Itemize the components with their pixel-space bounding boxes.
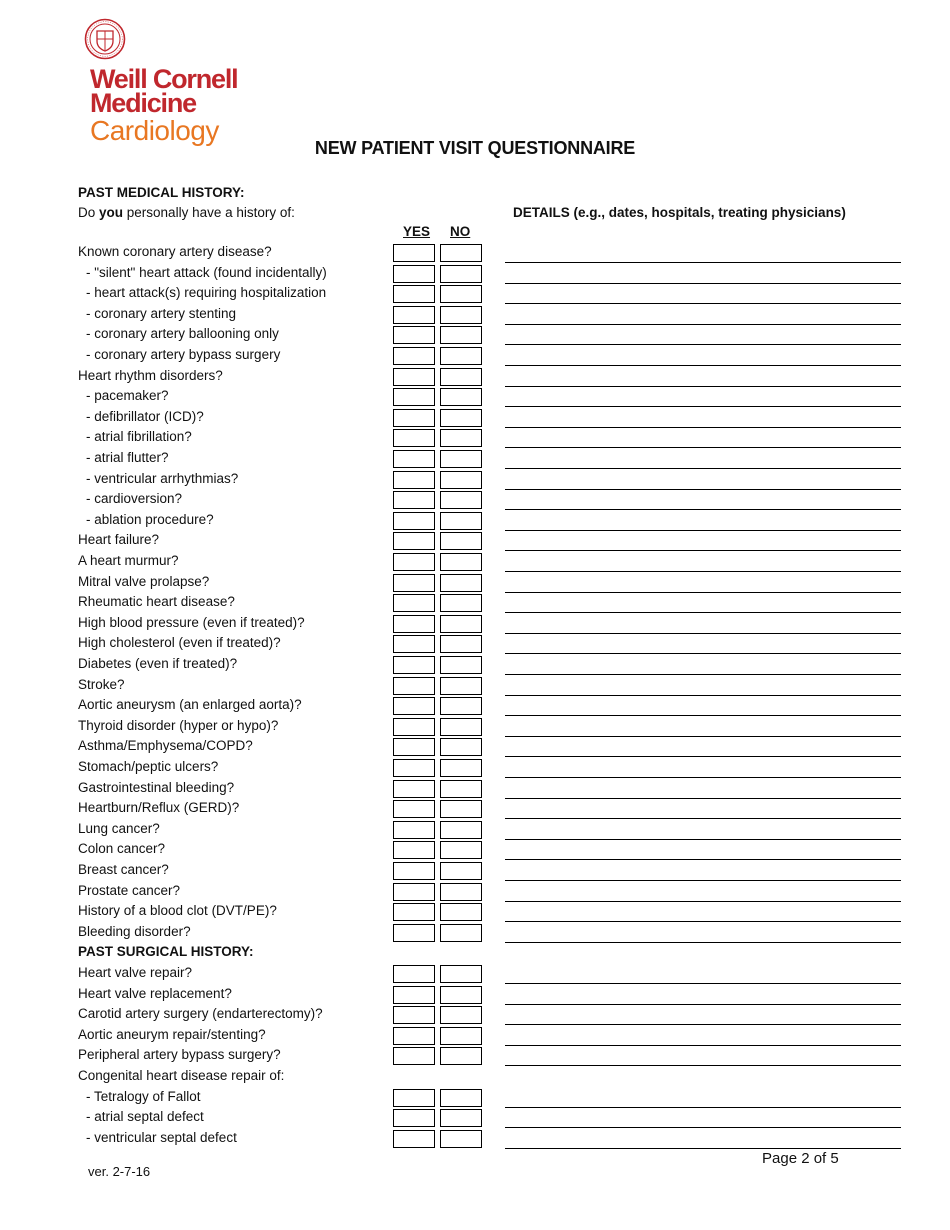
no-checkbox[interactable]: [440, 429, 482, 447]
details-input-line[interactable]: [505, 839, 901, 840]
details-input-line[interactable]: [505, 262, 901, 263]
question-label: Bleeding disorder?: [78, 923, 191, 939]
no-checkbox[interactable]: [440, 512, 482, 530]
no-checkbox[interactable]: [440, 306, 482, 324]
question-label: Rheumatic heart disease?: [78, 594, 235, 610]
yes-checkbox[interactable]: [393, 594, 435, 612]
question-label: - atrial flutter?: [86, 450, 169, 465]
yes-checkbox[interactable]: [393, 368, 435, 386]
no-checkbox[interactable]: [440, 841, 482, 859]
yes-checkbox[interactable]: [393, 718, 435, 736]
yes-checkbox[interactable]: [393, 821, 435, 839]
yes-checkbox[interactable]: [393, 780, 435, 798]
details-input-line[interactable]: [505, 901, 901, 902]
no-checkbox[interactable]: [440, 1006, 482, 1024]
yes-checkbox[interactable]: [393, 409, 435, 427]
no-checkbox[interactable]: [440, 491, 482, 509]
details-input-line[interactable]: [505, 447, 901, 448]
no-checkbox[interactable]: [440, 615, 482, 633]
no-checkbox[interactable]: [440, 1089, 482, 1107]
details-input-line[interactable]: [505, 818, 901, 819]
details-input-line[interactable]: [505, 406, 901, 407]
details-input-line[interactable]: [505, 386, 901, 387]
intro-emphasis: you: [99, 205, 124, 220]
yes-checkbox[interactable]: [393, 450, 435, 468]
logo-department: Cardiology: [90, 115, 219, 146]
question-label: - "silent" heart attack (found incidentally): [86, 264, 327, 280]
question-label: Colon cancer?: [78, 841, 166, 857]
question-label: - atrial septal defect: [86, 1109, 204, 1125]
yes-checkbox[interactable]: [393, 1130, 435, 1148]
yes-checkbox[interactable]: [393, 697, 435, 715]
no-checkbox[interactable]: [440, 244, 482, 262]
no-checkbox[interactable]: [440, 924, 482, 942]
details-input-line[interactable]: [505, 612, 901, 613]
yes-checkbox[interactable]: [393, 491, 435, 509]
no-checkbox[interactable]: [440, 347, 482, 365]
details-input-line[interactable]: [505, 633, 901, 634]
question-label: - coronary artery stenting: [86, 305, 237, 321]
question-label: - coronary artery bypass surgery: [86, 347, 281, 362]
no-checkbox[interactable]: [440, 1027, 482, 1045]
no-checkbox[interactable]: [440, 409, 482, 427]
page-title: NEW PATIENT VISIT QUESTIONNAIRE: [314, 138, 636, 158]
section-heading-surgical: PAST SURGICAL HISTORY:: [78, 944, 254, 960]
yes-checkbox[interactable]: [393, 326, 435, 344]
no-checkbox[interactable]: [440, 594, 482, 612]
question-label: Aortic aneurysm (an enlarged aorta)?: [78, 697, 302, 713]
yes-checkbox[interactable]: [393, 615, 435, 633]
no-checkbox[interactable]: [440, 265, 482, 283]
question-label: High blood pressure (even if treated)?: [78, 614, 305, 630]
yes-checkbox[interactable]: [393, 285, 435, 303]
logo-line-1: Weill Cornell: [90, 64, 238, 94]
yes-checkbox[interactable]: [393, 738, 435, 756]
no-checkbox[interactable]: [440, 656, 482, 674]
details-input-line[interactable]: [505, 427, 901, 428]
details-input-line[interactable]: [505, 550, 901, 551]
yes-checkbox[interactable]: [393, 265, 435, 283]
question-label: Mitral valve prolapse?: [78, 573, 210, 589]
yes-checkbox[interactable]: [393, 1109, 435, 1127]
yes-checkbox[interactable]: [393, 986, 435, 1004]
details-input-line[interactable]: [505, 592, 901, 593]
details-input-line[interactable]: [505, 798, 901, 799]
details-input-line[interactable]: [505, 777, 901, 778]
details-input-line[interactable]: [505, 1148, 901, 1149]
details-input-line[interactable]: [505, 736, 901, 737]
details-input-line[interactable]: [505, 509, 901, 510]
version-label: ver. 2-7-16: [88, 1164, 151, 1179]
yes-checkbox[interactable]: [393, 574, 435, 592]
intro-question: [78, 204, 295, 221]
no-checkbox[interactable]: [440, 738, 482, 756]
yes-checkbox[interactable]: [393, 656, 435, 674]
question-label: Congenital heart disease repair of:: [78, 1068, 285, 1083]
question-label: Aortic aneurym repair/stenting?: [78, 1026, 266, 1042]
question-label: Thyroid disorder (hyper or hypo)?: [78, 717, 279, 733]
details-input-line[interactable]: [505, 1024, 901, 1025]
question-label: - heart attack(s) requiring hospitalization: [86, 285, 327, 301]
details-input-line[interactable]: [505, 674, 901, 675]
yes-checkbox[interactable]: [393, 388, 435, 406]
question-label: - atrial fibrillation?: [86, 429, 192, 445]
section-heading-medical: PAST MEDICAL HISTORY:: [78, 185, 245, 200]
no-checkbox[interactable]: [440, 759, 482, 777]
no-checkbox[interactable]: [440, 388, 482, 406]
details-input-line[interactable]: [505, 571, 901, 572]
question-label: Peripheral artery bypass surgery?: [78, 1047, 281, 1063]
details-input-line[interactable]: [505, 1107, 901, 1108]
details-input-line[interactable]: [505, 756, 901, 757]
details-input-line[interactable]: [505, 344, 901, 345]
question-label: - pacemaker?: [86, 388, 169, 404]
yes-checkbox[interactable]: [393, 800, 435, 818]
no-checkbox[interactable]: [440, 1047, 482, 1065]
no-checkbox[interactable]: [440, 883, 482, 901]
details-input-line[interactable]: [505, 1045, 901, 1046]
yes-checkbox[interactable]: [393, 1006, 435, 1024]
details-input-line[interactable]: [505, 530, 901, 531]
question-label: Heart failure?: [78, 532, 160, 548]
question-label: A heart murmur?: [78, 553, 179, 568]
details-input-line[interactable]: [505, 283, 901, 284]
no-checkbox[interactable]: [440, 553, 482, 571]
question-label: Stroke?: [78, 676, 125, 692]
question-label: Carotid artery surgery (endarterectomy)?: [78, 1006, 323, 1022]
page-number: Page 2 of 5: [762, 1150, 839, 1167]
no-checkbox[interactable]: [440, 965, 482, 983]
yes-checkbox[interactable]: [393, 841, 435, 859]
yes-checkbox[interactable]: [393, 347, 435, 365]
no-checkbox[interactable]: [440, 574, 482, 592]
question-label: Lung cancer?: [78, 820, 160, 836]
question-label: Heart rhythm disorders?: [78, 367, 223, 383]
question-label: High cholesterol (even if treated)?: [78, 635, 281, 651]
details-input-line[interactable]: [505, 880, 901, 881]
no-checkbox[interactable]: [440, 780, 482, 798]
question-label: Prostate cancer?: [78, 882, 181, 898]
no-checkbox[interactable]: [440, 450, 482, 468]
yes-checkbox[interactable]: [393, 883, 435, 901]
yes-checkbox[interactable]: [393, 553, 435, 571]
no-checkbox[interactable]: [440, 368, 482, 386]
question-label: - ablation procedure?: [86, 511, 214, 527]
details-column-header: DETAILS (e.g., dates, hospitals, treating physicians): [513, 205, 846, 220]
details-input-line[interactable]: [505, 695, 901, 696]
no-checkbox[interactable]: [440, 1130, 482, 1148]
no-checkbox[interactable]: [440, 326, 482, 344]
yes-checkbox[interactable]: [393, 512, 435, 530]
details-input-line[interactable]: [505, 859, 901, 860]
intro-pre: Do: [78, 205, 100, 220]
question-label: - ventricular septal defect: [86, 1129, 237, 1145]
details-input-line[interactable]: [505, 653, 901, 654]
details-input-line[interactable]: [505, 1065, 901, 1066]
details-input-line[interactable]: [505, 715, 901, 716]
question-label: - ventricular arrhythmias?: [86, 470, 239, 486]
question-label: Asthma/Emphysema/COPD?: [78, 738, 253, 754]
question-label: Stomach/peptic ulcers?: [78, 759, 219, 774]
details-input-line[interactable]: [505, 324, 901, 325]
question-label: - coronary artery ballooning only: [86, 326, 279, 342]
details-input-line[interactable]: [505, 983, 901, 984]
no-checkbox[interactable]: [440, 986, 482, 1004]
question-label: Heartburn/Reflux (GERD)?: [78, 800, 240, 816]
yes-checkbox[interactable]: [393, 965, 435, 983]
no-checkbox[interactable]: [440, 635, 482, 653]
no-checkbox[interactable]: [440, 1109, 482, 1127]
weill-cornell-logo: [82, 18, 244, 150]
no-checkbox[interactable]: [440, 471, 482, 489]
question-label: - Tetralogy of Fallot: [86, 1088, 201, 1104]
yes-checkbox[interactable]: [393, 1089, 435, 1107]
yes-checkbox[interactable]: [393, 471, 435, 489]
details-input-line[interactable]: [505, 365, 901, 366]
question-label: Gastrointestinal bleeding?: [78, 779, 235, 795]
cornell-seal-icon: [84, 18, 126, 60]
no-checkbox[interactable]: [440, 862, 482, 880]
no-checkbox[interactable]: [440, 697, 482, 715]
no-checkbox[interactable]: [440, 285, 482, 303]
question-label: Breast cancer?: [78, 862, 169, 877]
question-label: Diabetes (even if treated)?: [78, 656, 238, 671]
yes-checkbox[interactable]: [393, 635, 435, 653]
details-input-line[interactable]: [505, 1004, 901, 1005]
yes-checkbox[interactable]: [393, 759, 435, 777]
question-label: History of a blood clot (DVT/PE)?: [78, 903, 277, 919]
yes-checkbox[interactable]: [393, 429, 435, 447]
yes-checkbox[interactable]: [393, 1027, 435, 1045]
yes-checkbox[interactable]: [393, 903, 435, 921]
details-input-line[interactable]: [505, 489, 901, 490]
yes-checkbox[interactable]: [393, 677, 435, 695]
details-input-line[interactable]: [505, 942, 901, 943]
no-checkbox[interactable]: [440, 800, 482, 818]
details-input-line[interactable]: [505, 921, 901, 922]
no-column-header: NO: [450, 224, 471, 239]
question-label: Heart valve replacement?: [78, 985, 232, 1001]
no-checkbox[interactable]: [440, 677, 482, 695]
question-label: - cardioversion?: [86, 491, 183, 507]
yes-checkbox[interactable]: [393, 244, 435, 262]
question-label: - defibrillator (ICD)?: [86, 408, 204, 424]
no-checkbox[interactable]: [440, 903, 482, 921]
yes-checkbox[interactable]: [393, 924, 435, 942]
yes-checkbox[interactable]: [393, 862, 435, 880]
details-input-line[interactable]: [505, 1127, 901, 1128]
no-checkbox[interactable]: [440, 532, 482, 550]
yes-checkbox[interactable]: [393, 1047, 435, 1065]
intro-post: personally have a history of:: [123, 205, 295, 220]
no-checkbox[interactable]: [440, 821, 482, 839]
question-label: Heart valve repair?: [78, 965, 193, 980]
no-checkbox[interactable]: [440, 718, 482, 736]
details-input-line[interactable]: [505, 303, 901, 304]
yes-column-header: YES: [403, 224, 431, 239]
details-input-line[interactable]: [505, 468, 901, 469]
yes-checkbox[interactable]: [393, 306, 435, 324]
question-label: Known coronary artery disease?: [78, 244, 272, 259]
yes-checkbox[interactable]: [393, 532, 435, 550]
logo-line-2: Medicine: [90, 88, 196, 118]
